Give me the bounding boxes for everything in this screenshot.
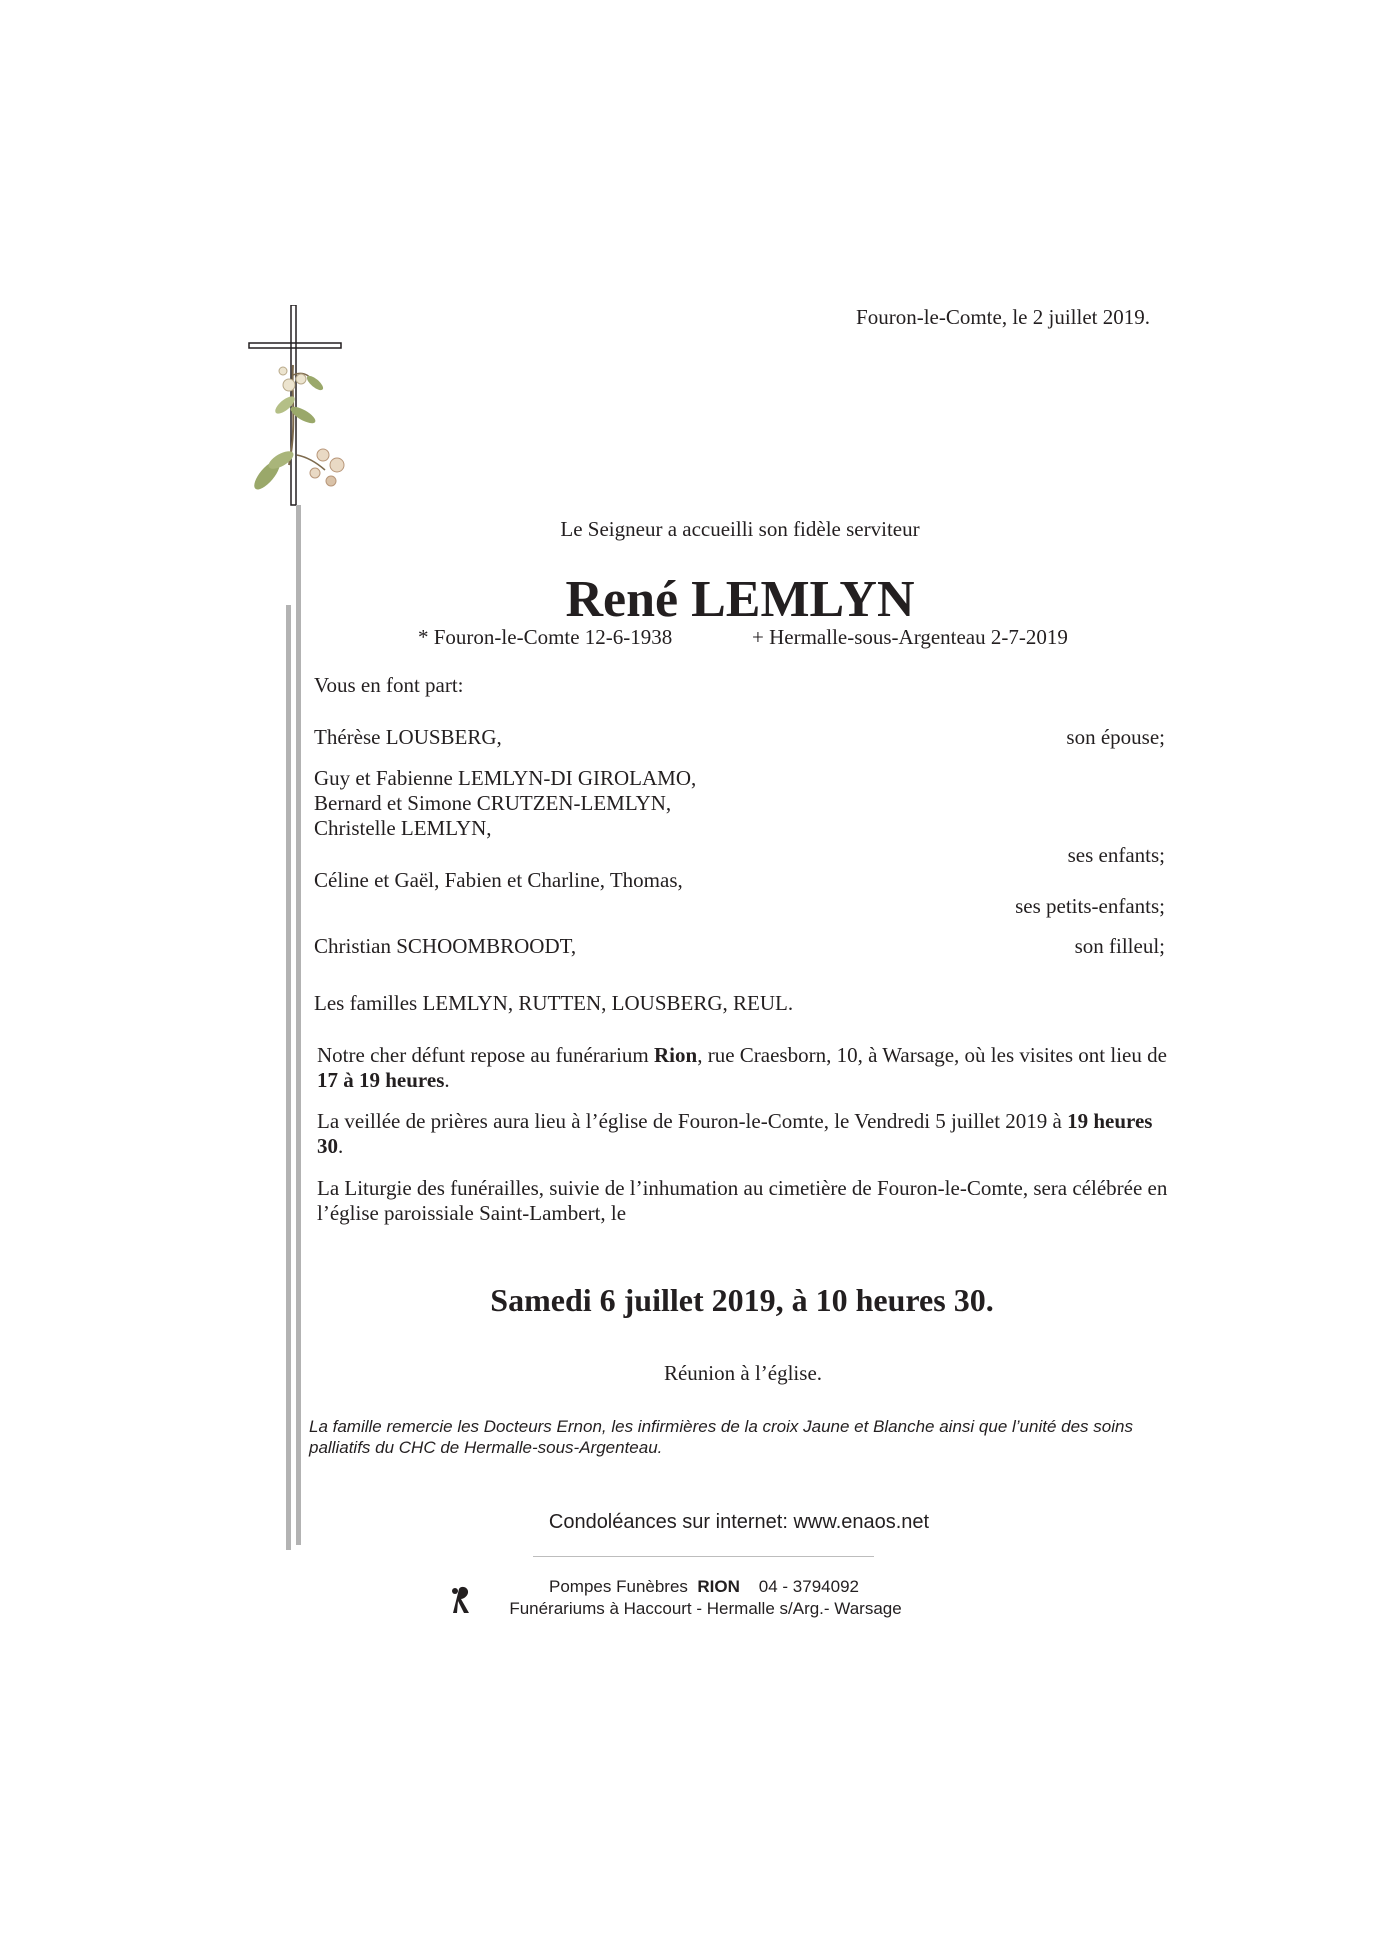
birth-line: * Fouron-le-Comte 12-6-1938: [418, 625, 673, 649]
child-1: Guy et Fabienne LEMLYN-DI GIROLAMO,: [314, 766, 697, 790]
visiting-hours: 17 à 19 heures: [317, 1068, 445, 1092]
funerarium-text-end: .: [444, 1068, 450, 1092]
extended-families: Les familles LEMLYN, RUTTEN, LOUSBERG, REUL.: [314, 991, 794, 1015]
vigil-time: 19 heures 30: [317, 1109, 1153, 1158]
funeral-home-locations: Funérariums à Haccourt - Hermalle s/Arg.- Warsage: [509, 1599, 902, 1618]
funeral-home-phone: 04 - 3794092: [758, 1577, 859, 1596]
meeting-note: Réunion à l’église.: [663, 1361, 823, 1385]
funerarium-paragraph: [317, 1043, 1177, 1093]
grandchildren: Céline et Gaël, Fabien et Charline, Thomas,: [314, 868, 683, 892]
cross-flower-illustration: [245, 305, 375, 515]
spouse-name: Thérèse LOUSBERG,: [314, 725, 502, 749]
vigil-text: La veillée de prières aura lieu à l’église de Fouron-le-Comte, le Vendredi 5 juillet 2019 à: [317, 1109, 1068, 1133]
family-heading: Vous en font part:: [314, 673, 464, 697]
vigil-paragraph: [317, 1109, 1177, 1159]
vigil-text-end: .: [338, 1134, 344, 1158]
funerarium-text-1: Notre cher défunt repose au funérarium: [317, 1043, 655, 1067]
funeral-home-label: Pompes Funèbres: [549, 1577, 688, 1596]
godson-role: son filleul;: [1074, 934, 1165, 958]
child-3: Christelle LEMLYN,: [314, 816, 492, 840]
liturgy-paragraph: La Liturgie des funérailles, suivie de l’inhumation au cimetière de Fouron-le-Comte, sera célébrée en l’église paroissiale Saint-Lambert, le: [317, 1176, 1168, 1225]
condolences-line: Condoléances sur internet: www.enaos.net: [548, 1511, 930, 1533]
funerarium-text-2: , rue Craesborn, 10, à Warsage, où les visites ont lieu de: [697, 1043, 1167, 1067]
intro-line: Le Seigneur a accueilli son fidèle serviteur: [560, 517, 920, 541]
flower-branch-icon: [250, 365, 344, 493]
children-role: ses enfants;: [1067, 843, 1165, 867]
deceased-name: René LEMLYN: [565, 571, 915, 628]
separator-line: [533, 1556, 874, 1557]
spouse-role: son épouse;: [1066, 725, 1165, 749]
funerarium-name: Rion: [654, 1043, 698, 1067]
grandchildren-role: ses petits-enfants;: [1015, 894, 1165, 918]
godson-name: Christian SCHOOMBROODT,: [314, 934, 577, 958]
vertical-bar-short: [286, 605, 291, 1550]
ceremony-date: Samedi 6 juillet 2019, à 10 heures 30.: [490, 1282, 994, 1318]
death-line: + Hermalle-sous-Argenteau 2-7-2019: [752, 625, 1068, 649]
thanks-note: La famille remercie les Docteurs Ernon, les infirmières de la croix Jaune et Blanche ainsi que l’unité des soins palliatifs du CHC de Hermalle-sous-Argenteau.: [309, 1417, 1133, 1457]
date-line: Fouron-le-Comte, le 2 juillet 2019.: [856, 305, 1150, 329]
child-2: Bernard et Simone CRUTZEN-LEMLYN,: [314, 791, 672, 815]
vertical-bar-long: [296, 505, 301, 1545]
funeral-home-name: RION: [697, 1577, 740, 1596]
funeral-home-line: [0, 1576, 1377, 1597]
